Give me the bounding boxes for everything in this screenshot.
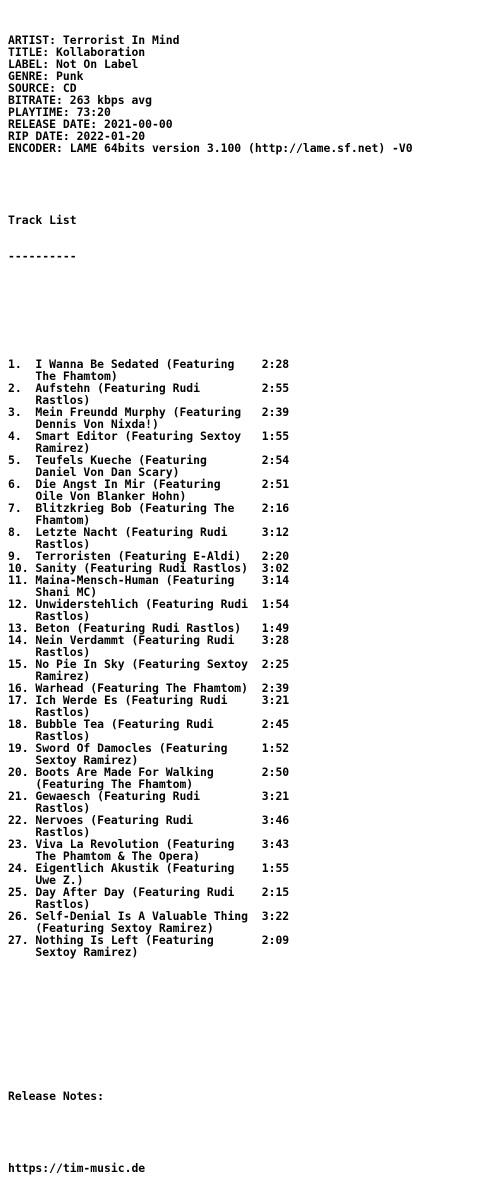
track-line: 6. Die Angst In Mir (Featuring 2:51 (8, 477, 290, 491)
header-block (8, 34, 484, 154)
track-line: 2. Aufstehn (Featuring Rudi 2:55 (8, 381, 290, 395)
track-line: 20. Boots Are Made For Walking 2:50 (8, 765, 290, 779)
header-line: ARTIST: Terrorist In Mind (8, 33, 180, 47)
track-line: Rastlos) (8, 825, 91, 839)
track-line: Fhamtom) (8, 513, 91, 527)
track-line: 12. Unwiderstehlich (Featuring Rudi 1:54 (8, 597, 290, 611)
tracklist-title: Track List (8, 213, 77, 227)
track-line: 22. Nervoes (Featuring Rudi 3:46 (8, 813, 290, 827)
track-line: Shani MC) (8, 585, 98, 599)
track-line: Rastlos) (8, 897, 91, 911)
track-line: 4. Smart Editor (Featuring Sextoy 1:55 (8, 429, 290, 443)
header-line: RIP DATE: 2022-01-20 (8, 129, 146, 143)
track-line: 1. I Wanna Be Sedated (Featuring 2:28 (8, 357, 290, 371)
header-line: BITRATE: 263 kbps avg (8, 93, 153, 107)
track-line: Sextoy Ramirez) (8, 753, 139, 767)
header-line: RELEASE DATE: 2021-00-00 (8, 117, 173, 131)
track-line: 18. Bubble Tea (Featuring Rudi 2:45 (8, 717, 290, 731)
spacer (8, 1126, 484, 1138)
spacer (8, 982, 484, 994)
spacer (8, 178, 484, 190)
header-line: ENCODER: LAME 64bits version 3.100 (http://lame.sf.net) -V0 (8, 141, 413, 155)
track-line: Dennis Von Nixda!) (8, 417, 159, 431)
track-line: Oile Von Blanker Hohn) (8, 489, 187, 503)
track-line: 26. Self-Denial Is A Valuable Thing 3:22 (8, 909, 290, 923)
spacer (8, 1018, 484, 1030)
header-line: TITLE: Kollaboration (8, 45, 146, 59)
spacer (8, 322, 484, 334)
track-line: 8. Letzte Nacht (Featuring Rudi 3:12 (8, 525, 290, 539)
track-line: 9. Terroristen (Featuring E-Aldi) 2:20 (8, 549, 290, 563)
track-list (8, 358, 484, 958)
spacer (8, 286, 484, 298)
track-line: Sextoy Ramirez) (8, 945, 139, 959)
spacer (8, 1054, 484, 1066)
track-line: Ramirez) (8, 669, 91, 683)
release-notes-url: https://tim-music.de (8, 1161, 146, 1175)
track-line: (Featuring The Fhamtom) (8, 777, 194, 791)
track-line: 3. Mein Freundd Murphy (Featuring 2:39 (8, 405, 290, 419)
header-line: PLAYTIME: 73:20 (8, 105, 111, 119)
header-line: LABEL: Not On Label (8, 57, 139, 71)
track-line: 11. Maina-Mensch-Human (Featuring 3:14 (8, 573, 290, 587)
track-line: 16. Warhead (Featuring The Fhamtom) 2:39 (8, 681, 290, 695)
track-line: The Phamtom & The Opera) (8, 849, 201, 863)
track-line: 10. Sanity (Featuring Rudi Rastlos) 3:02 (8, 561, 290, 575)
track-line: Rastlos) (8, 393, 91, 407)
track-line: Daniel Von Dan Scary) (8, 465, 180, 479)
track-line: 5. Teufels Kueche (Featuring 2:54 (8, 453, 290, 467)
track-line: The Fhamtom) (8, 369, 118, 383)
track-line: 19. Sword Of Damocles (Featuring 1:52 (8, 741, 290, 755)
track-line: Rastlos) (8, 705, 91, 719)
track-line: Ramirez) (8, 441, 91, 455)
header-line: GENRE: Punk (8, 69, 84, 83)
track-line: Rastlos) (8, 537, 91, 551)
track-line: Rastlos) (8, 645, 91, 659)
track-line: 27. Nothing Is Left (Featuring 2:09 (8, 933, 290, 947)
track-line: 14. Nein Verdammt (Featuring Rudi 3:28 (8, 633, 290, 647)
track-line: Rastlos) (8, 609, 91, 623)
track-line: 23. Viva La Revolution (Featuring 3:43 (8, 837, 290, 851)
track-line: 21. Gewaesch (Featuring Rudi 3:21 (8, 789, 290, 803)
track-line: 25. Day After Day (Featuring Rudi 2:15 (8, 885, 290, 899)
track-line: Rastlos) (8, 801, 91, 815)
tracklist-underline: ---------- (8, 249, 77, 263)
track-line: 24. Eigentlich Akustik (Featuring 1:55 (8, 861, 290, 875)
track-line: Uwe Z.) (8, 873, 84, 887)
header-line: SOURCE: CD (8, 81, 77, 95)
track-line: 15. No Pie In Sky (Featuring Sextoy 2:25 (8, 657, 290, 671)
track-line: Rastlos) (8, 729, 91, 743)
nfo-document (8, 10, 484, 1186)
track-line: 7. Blitzkrieg Bob (Featuring The 2:16 (8, 501, 290, 515)
track-line: 13. Beton (Featuring Rudi Rastlos) 1:49 (8, 621, 290, 635)
track-line: (Featuring Sextoy Ramirez) (8, 921, 214, 935)
release-notes-title: Release Notes: (8, 1089, 105, 1103)
track-line: 17. Ich Werde Es (Featuring Rudi 3:21 (8, 693, 290, 707)
